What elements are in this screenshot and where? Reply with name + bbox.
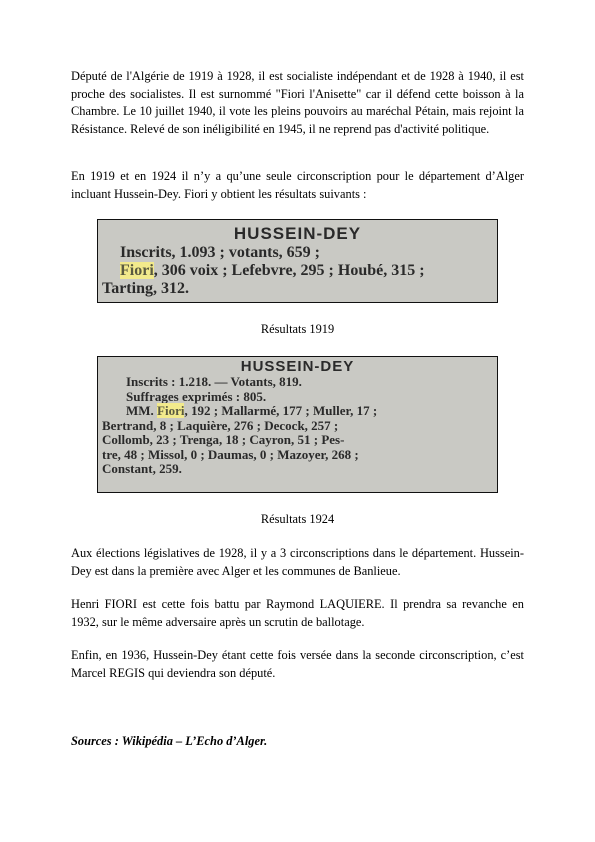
clipping-header: HUSSEIN-DEY: [240, 358, 355, 375]
sources-note: Sources : Wikipédia – L’Echo d’Alger.: [71, 734, 268, 748]
paragraph-1928: Aux élections législatives de 1928, il y a 3 circonscriptions dans le département. Hussein-Dey est dans la première avec Alger et les communes de Banlieue.: [71, 546, 524, 578]
clipping-line: tre, 48 ; Missol, 0 ; Daumas, 0 ; Mazoyer, 268 ;: [102, 446, 359, 462]
fiori-highlight: Fiori: [120, 262, 154, 279]
caption-1919: Résultats 1919: [260, 322, 335, 336]
paragraph-biography: Député de l'Algérie de 1919 à 1928, il est socialiste indépendant et de 1928 à 1940, il est proche des socialistes. Il est surnommé "Fiori l'Anisette" car il défend cette boisson à la Chambre. Le 10 juillet 1940, il vote les pleins pouvoirs au maréchal Pétain, mais rejoint la Résistance. Relevé de son inéligibilité en 1945, il ne reprend pas d'activité politique.: [71, 69, 524, 136]
clipping-line: Fiori, 306 voix ; Lefebvre, 295 ; Houbé, 315 ;: [120, 262, 425, 279]
clipping-line: Bertrand, 8 ; Laquière, 276 ; Decock, 257 ;: [102, 417, 339, 433]
paragraph-circonscription-1919-1924: En 1919 et en 1924 il n’y a qu’une seule circonscription pour le département d’Alger incluant Hussein-Dey. Fiori y obtient les résultats suivants :: [71, 169, 524, 201]
clipping-header: HUSSEIN-DEY: [233, 224, 362, 243]
clipping-line: Constant, 259.: [102, 461, 182, 476]
newspaper-clipping-1924: [97, 356, 498, 493]
clipping-line: Collomb, 23 ; Trenga, 18 ; Cayron, 51 ; Pes-: [102, 432, 345, 447]
caption-1924: Résultats 1924: [260, 512, 335, 526]
clipping-line: Tarting, 312.: [102, 280, 189, 297]
paragraph-1932: Henri FIORI est cette fois battu par Raymond LAQUIERE. Il prendra sa revanche en 1932, sur le même adversaire après un scrutin de ballotage.: [71, 597, 524, 629]
clipping-line: Suffrages exprimés : 805.: [126, 388, 267, 404]
newspaper-clipping-1919: [97, 219, 498, 303]
clipping-line: MM. Fiori, 192 ; Mallarmé, 177 ; Muller, 17 ;: [126, 403, 378, 418]
paragraph-1936: Enfin, en 1936, Hussein-Dey étant cette fois versée dans la seconde circonscription, c’est Marcel REGIS qui deviendra son député.: [71, 648, 524, 680]
clipping-line: Inscrits : 1.218. — Votants, 819.: [126, 374, 302, 389]
fiori-highlight: Fiori: [157, 403, 185, 418]
clipping-line: Inscrits, 1.093 ; votants, 659 ;: [120, 244, 320, 261]
